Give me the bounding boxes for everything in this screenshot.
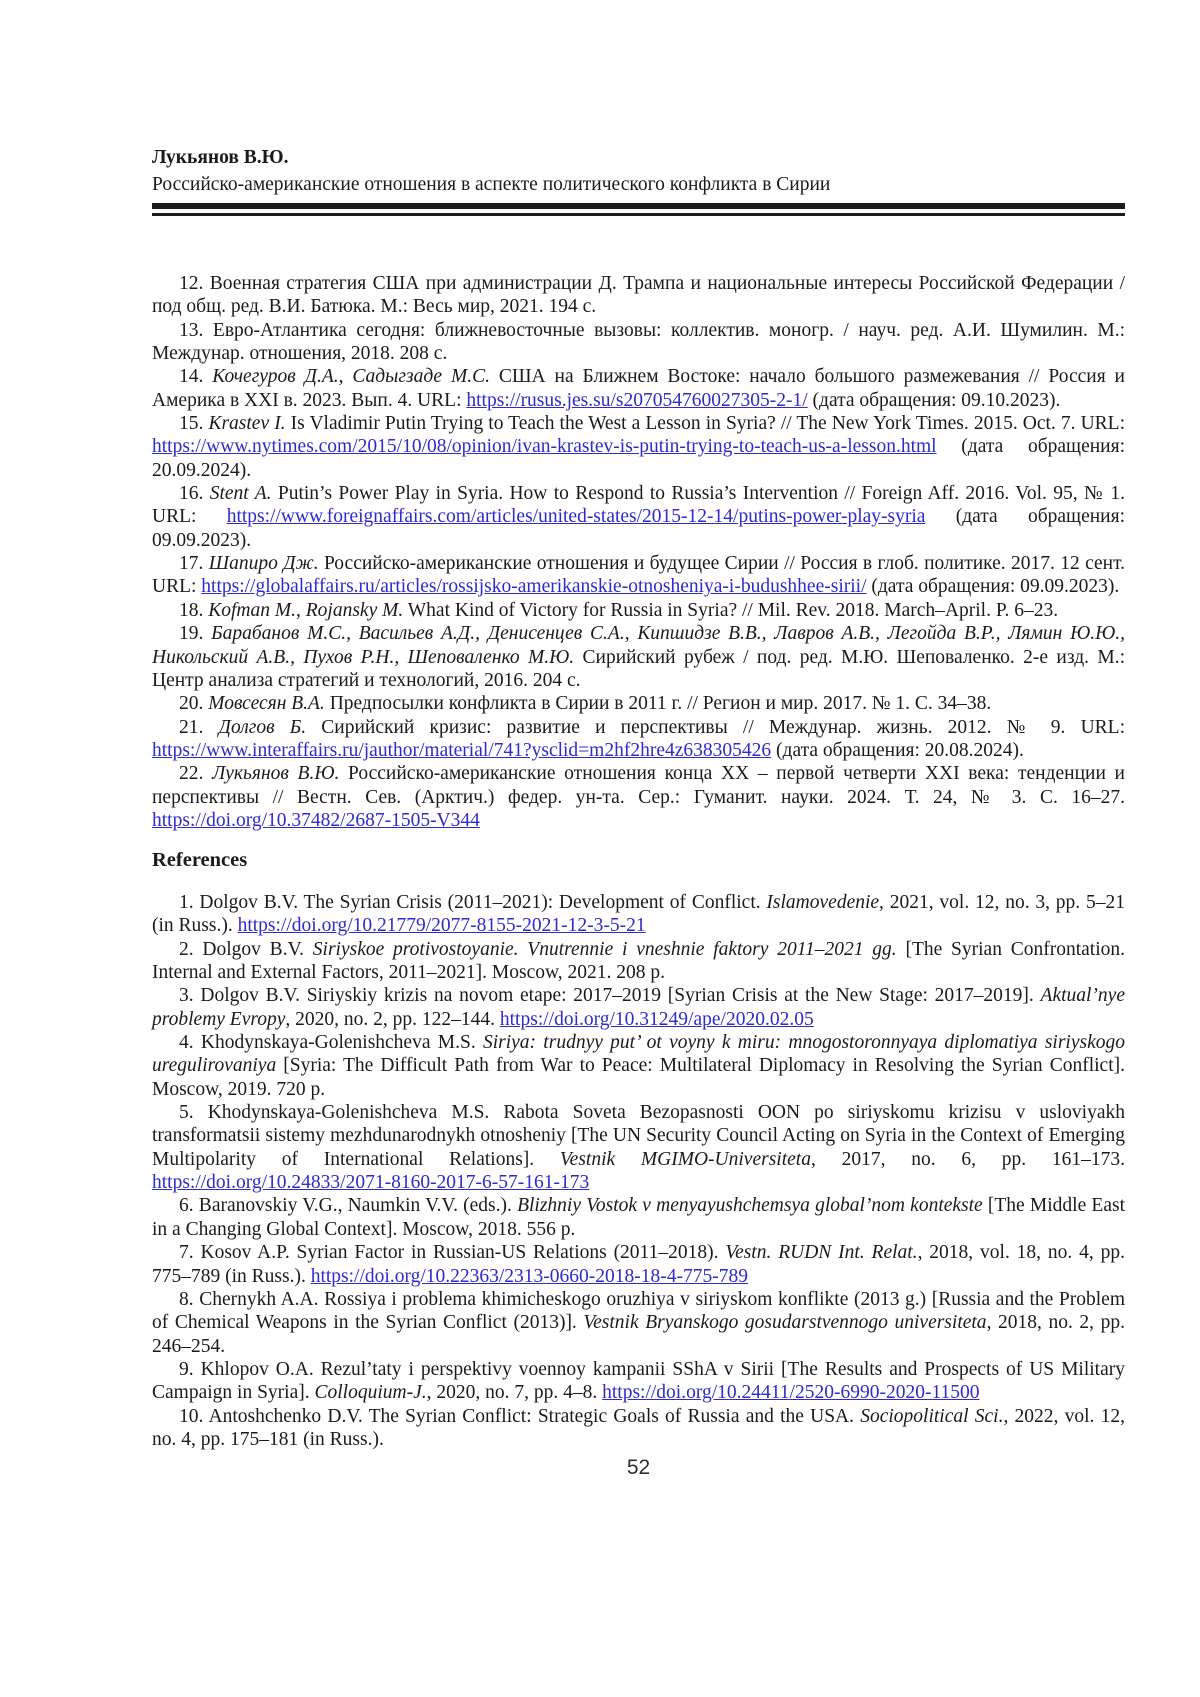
reference-text: 6. Baranovskiy V.G., Naumkin V.V. (eds.). [179, 1195, 518, 1217]
reference-text: 2. Dolgov B.V. [179, 938, 313, 960]
reference-italic-text: Лукьянов В.Ю. [212, 763, 340, 785]
header-rule-thick-bar [152, 203, 1125, 209]
reference-text: 1. Dolgov B.V. The Syrian Crisis (2011–2021): Development of Conflict. [179, 892, 767, 913]
reference-link[interactable]: https://doi.org/10.21779/2077-8155-2021-12-3-5-21 [237, 915, 646, 937]
reference-item [152, 891, 1125, 938]
reference-text: (дата обращения: 20.09.2024). [152, 436, 1125, 481]
reference-link[interactable]: https://www.foreignaffairs.com/articles/united-states/2015-12-14/putins-power-play-syria [226, 506, 926, 528]
reference-text: 5. Khodynskaya-Golenishcheva M.S. Rabota Soveta Bezopasnosti OON po siriyskomu krizisu v usloviyakh transformatsii sistemy mezhdunarodnykh otnosheniy [The UN Security Council Acting on Syria in the Context of Emerging Multipolarity of International Relations]. [152, 1102, 1125, 1170]
reference-text: Российско-американские отношения конца XX – первой четверти XXI века: тенденции и перспективы // Вестн. Сев. (Арктич.) федер. ун-та. Сер.: Гуманит. науки. 2024. Т. 24, № 3. С. 16–27. [152, 763, 1125, 808]
reference-text: 10. Antoshchenko D.V. The Syrian Conflict: Strategic Goals of Russia and the USA. [179, 1405, 861, 1427]
reference-item [152, 272, 1125, 319]
reference-text: США на Ближнем Востоке: начало большого размежевания // Россия и Америка в XXI в. 2023. Вып. 4. URL: [152, 366, 1125, 411]
reference-text: 9. Khlopov O.A. Rezul’taty i perspektivy voennoy kampanii SShA v Sirii [The Results and Prospects of US Military Campaign in Syria]. [152, 1358, 1125, 1404]
running-head [152, 144, 1125, 198]
reference-text: Предпосылки конфликта в Сирии в 2011 г. // Регион и мир. 2017. № 1. С. 34–38. [324, 693, 992, 715]
reference-text: 20. [179, 693, 209, 715]
header-rule [152, 203, 1125, 216]
reference-text: 19. [179, 623, 212, 645]
reference-text: 16. [179, 483, 210, 505]
reference-text: , 2021, vol. 12, no. 3, pp. 5–21 (in Russ.). [152, 892, 1125, 937]
reference-text: 14. [179, 366, 213, 388]
reference-item [152, 412, 1125, 482]
reference-italic-text: Blizhniy Vostok v menyayushchemsya global’nom kontekste [517, 1195, 983, 1217]
reference-italic-text: Colloquium-J. [314, 1382, 427, 1404]
reference-text: Сирийский рубеж / под. ред. М.Ю. Шеповаленко. 2-е изд. М.: Центр анализа стратегий и технологий, 2016. 204 с. [152, 646, 1125, 691]
reference-italic-text: Vestnik Bryanskogo gosudarstvennogo universiteta [583, 1312, 987, 1334]
reference-item [152, 762, 1125, 832]
reference-text: 3. Dolgov B.V. Siriyskiy krizis na novom etape: 2017–2019 [Syrian Crisis at the New Stage: 2017–2019]. [179, 985, 1041, 1007]
reference-link[interactable]: https://doi.org/10.24411/2520-6990-2020-11500 [602, 1382, 980, 1404]
reference-text: (дата обращения: 09.09.2023). [152, 506, 1125, 551]
reference-text: , 2020, no. 2, pp. 122–144. [285, 1008, 500, 1030]
reference-item [152, 1031, 1125, 1101]
reference-text: 7. Kosov A.P. Syrian Factor in Russian-US Relations (2011–2018). [179, 1242, 726, 1264]
reference-item [152, 552, 1125, 599]
reference-item [152, 1288, 1125, 1358]
running-head-title: Российско-американские отношения в аспекте политического конфликта в Сирии [152, 174, 831, 195]
references-heading: References [152, 849, 248, 871]
reference-text: 13. Евро-Атлантика сегодня: ближневосточные вызовы: коллектив. моногр. / науч. ред. А.И. Шумилин. М.: Междунар. отношения, 2018. 208 с. [152, 319, 1125, 365]
reference-text: Российско-американские отношения и будущее Сирии // Россия в глоб. политике. 2017. 12 сент. URL: [152, 553, 1126, 598]
reference-text: 22. [179, 763, 213, 785]
reference-italic-text: Krastev I. [208, 413, 286, 435]
reference-text: Is Vladimir Putin Trying to Teach the West a Lesson in Syria? // The New York Times. 2015. Oct. 7. URL: [285, 413, 1125, 435]
reference-italic-text: Sociopolitical Sci. [860, 1405, 1004, 1427]
reference-item [152, 365, 1125, 412]
reference-link[interactable]: https://www.nytimes.com/2015/10/08/opinion/ivan-krastev-is-putin-trying-to-teach-us-a-lesson.html [152, 436, 937, 458]
reference-text: What Kind of Victory for Russia in Syria? // Mil. Rev. 2018. March–April. P. 6–23. [403, 599, 1059, 621]
reference-italic-text: Мовсесян В.А. [208, 693, 325, 715]
reference-link[interactable]: https://globalaffairs.ru/articles/rossijsko-amerikanskie-otnosheniya-i-budushhee-sirii/ [201, 576, 867, 598]
reference-link[interactable]: https://doi.org/10.37482/2687-1505-V344 [152, 809, 480, 831]
reference-text: , 2022, vol. 12, no. 4, pp. 175–181 (in Russ.). [152, 1405, 1126, 1450]
reference-link[interactable]: https://rusus.jes.su/s207054760027305-2-1/ [466, 389, 808, 411]
reference-item [152, 1405, 1125, 1452]
reference-item [152, 984, 1125, 1031]
running-head-author: Лукьянов В.Ю. [152, 147, 289, 168]
reference-text: Putin’s Power Play in Syria. How to Respond to Russia’s Intervention // Foreign Aff. 2016. Vol. 95, № 1. URL: [152, 483, 1126, 528]
reference-text: 4. Khodynskaya-Golenishcheva M.S. [179, 1032, 483, 1054]
russian-references-list [152, 272, 1125, 832]
reference-text: (дата обращения: 09.09.2023). [866, 576, 1120, 598]
reference-italic-text: Vestn. RUDN Int. Relat. [725, 1242, 918, 1264]
reference-italic-text: Siriyskoe protivostoyanie. Vnutrennie i vneshnie faktory 2011–2021 gg. [312, 938, 897, 960]
english-references-list [152, 891, 1125, 1451]
reference-text: 18. [179, 599, 209, 621]
page-number: 52 [626, 1456, 651, 1479]
reference-item [152, 692, 1125, 715]
reference-item [152, 599, 1125, 622]
reference-item [152, 716, 1125, 763]
reference-link[interactable]: https://doi.org/10.22363/2313-0660-2018-18-4-775-789 [310, 1265, 749, 1287]
reference-text: Сирийский кризис: развитие и перспективы // Междунар. жизнь. 2012. № 9. URL: [306, 716, 1125, 738]
reference-text: , 2018, no. 2, pp. 246–254. [152, 1312, 1125, 1357]
reference-text: , 2017, no. 6, pp. 161–173. [810, 1148, 1125, 1170]
reference-italic-text: Kofman M., Rojansky M. [208, 599, 404, 621]
reference-italic-text: Aktual’nye problemy Evropy [152, 985, 1125, 1030]
reference-text: 8. Chernykh A.A. Rossiya i problema khimicheskogo oruzhiya v siriyskom konflikte (2013 g.) [Russia and the Problem of Chemical Weapons in the Syrian Conflict (2013)]. [152, 1288, 1125, 1334]
reference-italic-text: Кочегуров Д.А., Садыгзаде М.С. [212, 366, 490, 388]
reference-text: (дата обращения: 09.10.2023). [807, 389, 1061, 411]
reference-item [152, 938, 1125, 985]
reference-text: [The Middle East in a Changing Global Context]. Moscow, 2018. 556 p. [152, 1195, 1125, 1240]
reference-item [152, 1101, 1125, 1194]
reference-text: (дата обращения: 20.08.2024). [771, 739, 1024, 761]
reference-link[interactable]: https://doi.org/10.31249/ape/2020.02.05 [499, 1008, 814, 1030]
reference-italic-text: Stent A. [209, 483, 272, 505]
reference-link[interactable]: https://www.interaffairs.ru/jauthor/material/741?ysclid=m2hf2hre4z638305426 [152, 739, 772, 761]
reference-text: 15. [179, 413, 209, 435]
reference-text: 12. Военная стратегия США при администрации Д. Трампа и национальные интересы Российской Федерации / под общ. ред. В.И. Батюка. М.: Весь мир, 2021. 194 с. [152, 273, 1125, 318]
reference-item [152, 1358, 1125, 1405]
reference-text: , 2018, vol. 18, no. 4, pp. 775–789 (in Russ.). [152, 1242, 1125, 1287]
reference-italic-text: Долгов Б. [218, 716, 307, 738]
reference-italic-text: Vestnik MGIMO-Universiteta [559, 1148, 811, 1170]
reference-link[interactable]: https://doi.org/10.24833/2071-8160-2017-6-57-161-173 [152, 1172, 590, 1194]
reference-italic-text: Барабанов М.С., Васильев А.Д., Денисенцев С.А., Кипшидзе В.В., Лавров А.В., Легойда В.Р., Лямин Ю.Ю., Никольский А.В., Пухов Р.Н., Шеповаленко М.Ю. [152, 623, 1125, 668]
reference-item [152, 1241, 1125, 1288]
reference-italic-text: Islamovedenie [766, 892, 880, 913]
reference-text: 21. [179, 716, 219, 738]
reference-text: 17. [179, 553, 209, 575]
reference-item [152, 1194, 1125, 1241]
reference-text: , 2020, no. 7, pp. 4–8. [426, 1382, 603, 1404]
reference-italic-text: Шапиро Дж. [208, 553, 319, 575]
reference-text: [Syria: The Difficult Path from War to Peace: Multilateral Diplomacy in Resolving the Syrian Conflict]. Moscow, 2019. 720 p. [152, 1055, 1125, 1100]
reference-text: [The Syrian Confrontation. Internal and External Factors, 2011–2021]. Moscow, 2021. 208 p. [152, 938, 1126, 984]
header-rule-thin-bar [152, 213, 1125, 216]
reference-item [152, 319, 1125, 366]
reference-italic-text: Siriya: trudnyy put’ ot voyny k miru: mnogostoronnyaya diplomatiya siriyskogo uregulirovaniya [152, 1032, 1125, 1077]
reference-item [152, 622, 1125, 692]
reference-item [152, 482, 1125, 552]
